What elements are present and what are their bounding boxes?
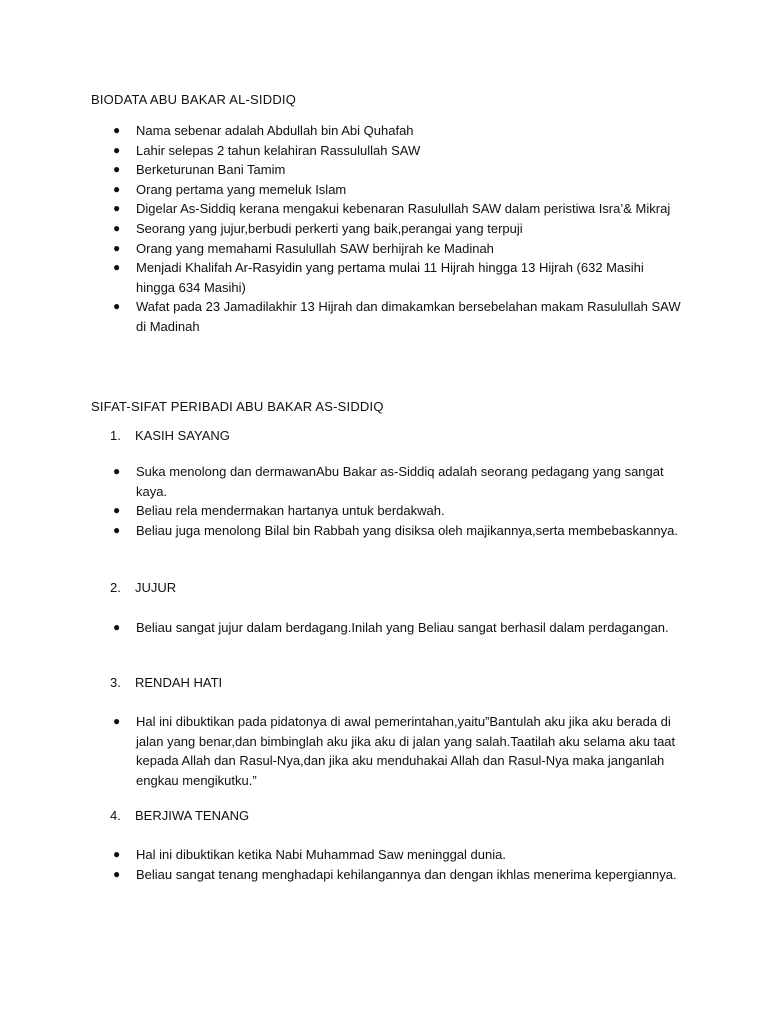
list-item: [0, 618, 681, 638]
section-title: RENDAH HATI: [135, 675, 223, 690]
bullet-icon: ●: [113, 464, 121, 478]
section-number: 2.: [110, 580, 121, 595]
bullet-icon: ●: [113, 522, 121, 537]
bullet-icon: ●: [113, 123, 121, 137]
bullet-icon: ●: [113, 220, 121, 235]
list-item: [0, 521, 681, 541]
list-item: [0, 160, 681, 180]
list-item-text: Orang pertama yang memeluk Islam: [136, 181, 347, 197]
bullet-icon: ●: [113, 260, 121, 275]
list-item: [0, 297, 681, 336]
list-item-text: Hal ini dibuktikan ketika Nabi Muhammad Saw meninggal dunia.: [136, 847, 506, 862]
bullet-icon: ●: [113, 181, 121, 196]
section-number: 4.: [110, 808, 121, 823]
list-item: [0, 865, 681, 885]
list-item: [0, 462, 681, 501]
section-number: 1.: [110, 428, 121, 443]
list-item: [0, 501, 681, 521]
list-item-text: Beliau sangat jujur dalam berdagang.Inilah yang Beliau sangat berhasil dalam perdagangan.: [136, 620, 669, 635]
list-item: [0, 141, 681, 161]
list-item-text: Digelar As-Siddiq kerana mengakui kebenaran Rasulullah SAW dalam peristiwa Isra’& Mikraj: [136, 201, 671, 217]
bullet-icon: ●: [113, 162, 121, 177]
list-item-text: Berketurunan Bani Tamim: [136, 162, 286, 178]
list-item-text: Nama sebenar adalah Abdullah bin Abi Quhafah: [136, 123, 414, 138]
kasih-sayang-list: [0, 462, 768, 540]
section-title: JUJUR: [135, 580, 177, 595]
list-item: [0, 219, 681, 239]
list-item-text: Beliau sangat tenang menghadapi kehilangannya dan dengan ikhlas menerima kepergiannya.: [136, 866, 677, 882]
list-item: [0, 121, 681, 141]
rendah-hati-list: [0, 712, 768, 790]
bullet-icon: ●: [113, 201, 121, 216]
bullet-icon: ●: [113, 299, 121, 314]
list-item: [0, 180, 681, 200]
list-item-text: Beliau rela mendermakan hartanya untuk berdakwah.: [136, 503, 445, 519]
bullet-icon: ●: [113, 866, 121, 881]
berjiwa-tenang-list: [0, 845, 768, 884]
list-item-text: Seorang yang jujur,berbudi perkerti yang baik,perangai yang terpuji: [136, 220, 523, 236]
list-item-text: Lahir selepas 2 tahun kelahiran Rassulullah SAW: [136, 142, 421, 158]
bullet-icon: ●: [113, 240, 121, 255]
section-title-kasih-sayang: [110, 428, 230, 443]
biodata-list: [0, 121, 768, 337]
list-item: [0, 258, 681, 297]
bullet-icon: ●: [113, 714, 121, 728]
section-title: KASIH SAYANG: [135, 428, 230, 443]
list-item-text: Beliau juga menolong Bilal bin Rabbah yang disiksa oleh majikannya,serta membebaskannya.: [136, 522, 678, 538]
section-title-berjiwa-tenang: [110, 808, 249, 823]
section-number: 3.: [110, 675, 121, 690]
list-item: [0, 199, 681, 219]
bullet-icon: ●: [113, 142, 121, 157]
list-item: [0, 845, 681, 865]
bullet-icon: ●: [113, 620, 121, 634]
list-item: [0, 239, 681, 259]
list-item-text: Orang yang memahami Rasulullah SAW berhijrah ke Madinah: [136, 240, 494, 256]
list-item-text: Menjadi Khalifah Ar-Rasyidin yang pertama mulai 11 Hijrah hingga 13 Hijrah (632 Masihi hingga 634 Masihi): [136, 260, 644, 295]
list-item-text: Hal ini dibuktikan pada pidatonya di awal pemerintahan,yaitu”Bantulah aku jika aku berada di jalan yang benar,dan bimbinglah aku jika aku di jalan yang salah.Taatilah aku selama aku taat kepada Allah dan Rasul-Nya,dan jika aku menduhakai Allah dan Rasul-Nya maka janganlah engkau mengikutku.”: [136, 714, 676, 788]
bullet-icon: ●: [113, 503, 121, 518]
section-title-jujur: [110, 580, 176, 595]
sifat-heading: SIFAT-SIFAT PERIBADI ABU BAKAR AS-SIDDIQ: [91, 399, 384, 414]
section-title: BERJIWA TENANG: [135, 808, 250, 823]
list-item: [0, 712, 681, 790]
list-item-text: Suka menolong dan dermawanAbu Bakar as-Siddiq adalah seorang pedagang yang sangat kaya.: [136, 464, 664, 499]
bullet-icon: ●: [113, 847, 121, 861]
biodata-heading: BIODATA ABU BAKAR AL-SIDDIQ: [91, 92, 297, 107]
section-title-rendah-hati: [110, 675, 222, 690]
jujur-list: [0, 618, 768, 638]
list-item-text: Wafat pada 23 Jamadilakhir 13 Hijrah dan dimakamkan bersebelahan makam Rasulullah SAW di Madinah: [136, 299, 681, 334]
